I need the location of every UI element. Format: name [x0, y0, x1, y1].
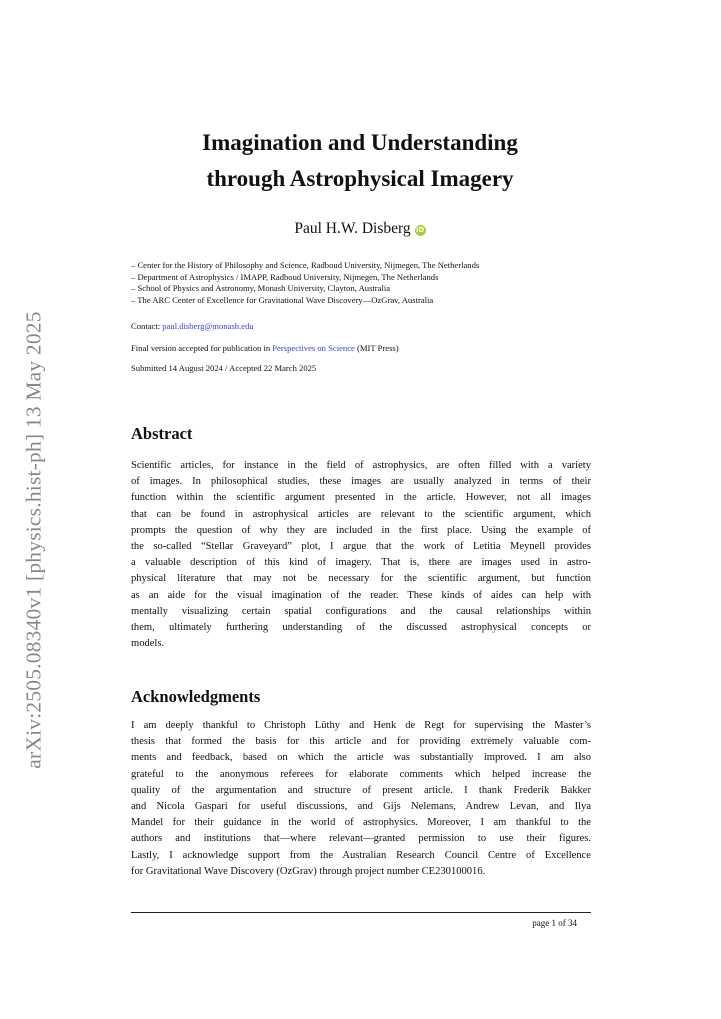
contact-email-link[interactable]: paul.disberg@monash.edu: [162, 321, 254, 331]
abstract-heading: Abstract: [131, 424, 193, 443]
acknowledgments-line: quality of the argumentation and structure of present article. I thank Frederik Bakker: [131, 784, 591, 796]
author-block: [100, 220, 620, 238]
acknowledgments-body: [131, 718, 591, 880]
acknowledgments-line: I am deeply thankful to Christoph Lüthy and Henk de Regt for supervising the Master’s: [131, 720, 591, 731]
paper-title: [100, 125, 620, 197]
acknowledgments-heading: Acknowledgments: [131, 687, 261, 706]
affiliation-line: – Center for the History of Philosophy and Science, Radboud University, Nijmegen, The Netherlands: [131, 260, 480, 270]
abstract-line: them, ultimately furthering understanding of the discussed astrophysical concepts or: [131, 622, 591, 634]
acknowledgments-line: Lastly, I acknowledge support from the Australian Research Council Centre of Excellence: [131, 849, 591, 861]
acknowledgments-line: ments and feedback, based on which the article was substantially improved. I am also: [131, 752, 591, 764]
acknowledgments-line: thesis that formed the basis for this article and for providing extremely valuable com-: [131, 736, 591, 748]
affiliation-line: – School of Physics and Astronomy, Monash University, Clayton, Australia: [131, 283, 391, 293]
page-number: page 1 of 34: [532, 918, 577, 928]
abstract-body: [131, 458, 591, 652]
abstract-line: as an aide for the visual imagination of the reader. These kinds of aides can help with: [131, 589, 591, 601]
abstract-line: a valuable description of this kind of imagery. That is, there are images used in astro-: [131, 557, 591, 569]
abstract-line: of images. In philosophical studies, these images are usually analyzed in terms of their: [131, 476, 591, 488]
affiliation-line: – The ARC Center of Excellence for Gravitational Wave Discovery—OzGrav, Australia: [131, 294, 434, 305]
orcid-icon[interactable]: iD: [416, 226, 425, 234]
journal-link[interactable]: Perspectives on Science: [272, 343, 355, 353]
acknowledgments-line: grateful to the anonymous referees for elaborate comments which helped increase the: [131, 768, 591, 780]
footer-rule: [131, 912, 591, 913]
publication-prefix: Final version accepted for publication in: [131, 343, 273, 353]
acknowledgments-line: and Nicola Gaspari for useful discussions, and Gijs Nelemans, Andrew Levan, and Ilya: [131, 801, 591, 813]
affiliation-line: – Department of Astrophysics / IMAPP, Radboud University, Nijmegen, The Netherlands: [131, 271, 439, 282]
abstract-line: models.: [131, 638, 165, 650]
abstract-line: the so-called “Stellar Graveyard” plot, I argue that the work of Letitia Meynell provides: [131, 541, 591, 553]
publication-line: [131, 343, 593, 355]
abstract-line: physical literature that may not be necessary for the scientific argument, but function: [131, 573, 591, 585]
affiliations: [131, 260, 593, 306]
contact-label: Contact:: [131, 321, 163, 331]
acknowledgments-line: Mandel for their guidance in the world of astrophysics. Moreover, I am thankful to the: [131, 817, 591, 829]
acknowledgments-line: authors and institutions that—where relevant—granted permission to use their figures.: [131, 833, 591, 845]
author-name: Paul H.W. Disberg: [294, 220, 411, 237]
contact-line: [131, 321, 593, 333]
title-line-2: through Astrophysical Imagery: [206, 166, 514, 191]
abstract-line: prompts the question of why they are included in the first place. Using the example of: [131, 524, 591, 536]
abstract-line: that can be found in astrophysical articles are relevant to the scientific argument, which: [131, 508, 591, 520]
abstract-line: mentally visualizing certain spatial configurations and the causal relationships within: [131, 605, 591, 617]
publication-suffix: (MIT Press): [354, 343, 399, 353]
arxiv-identifier: arXiv:2505.08340v1 [physics.hist-ph] 13 May 2025: [21, 311, 46, 769]
title-line-1: Imagination and Understanding: [202, 130, 518, 155]
acknowledgments-line: for Gravitational Wave Discovery (OzGrav) through project number CE230100016.: [131, 865, 486, 877]
submission-dates: Submitted 14 August 2024 / Accepted 22 March 2025: [131, 363, 317, 373]
abstract-line: Scientific articles, for instance in the field of astrophysics, are often filled with a variety: [131, 460, 591, 471]
abstract-line: function within the scientific argument presented in the article. However, not all images: [131, 492, 591, 504]
